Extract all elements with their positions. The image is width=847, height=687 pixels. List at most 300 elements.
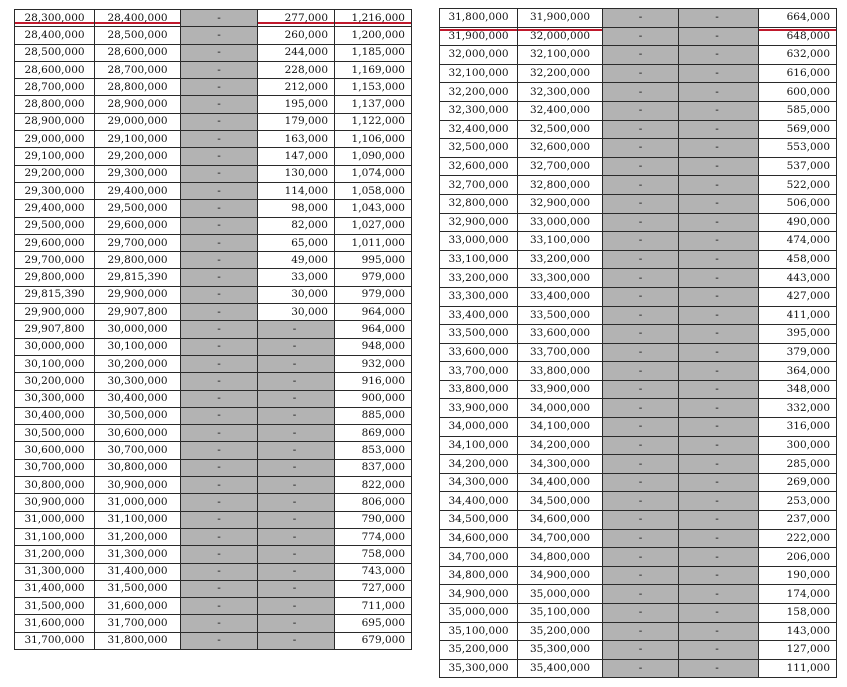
table-cell: -: [679, 585, 759, 604]
table-cell: -: [258, 425, 335, 442]
table-cell: 30,100,000: [15, 355, 95, 372]
table-cell: 34,300,000: [440, 473, 518, 492]
table-cell: 32,400,000: [440, 120, 518, 139]
table-cell: -: [258, 580, 335, 597]
table-cell: 885,000: [335, 407, 412, 424]
table-cell: -: [603, 269, 679, 288]
table-cell: 33,900,000: [518, 380, 603, 399]
table-cell: 30,800,000: [15, 477, 95, 494]
table-cell: -: [603, 455, 679, 474]
table-cell: 29,800,000: [95, 252, 181, 269]
table-cell: 34,100,000: [440, 436, 518, 455]
table-cell: 260,000: [258, 27, 335, 44]
table-row: [440, 269, 837, 288]
table-row: [440, 27, 837, 46]
table-cell: 32,100,000: [518, 46, 603, 65]
table-cell: 33,300,000: [518, 269, 603, 288]
table-cell: -: [258, 494, 335, 511]
table-row: [440, 232, 837, 251]
table-cell: -: [181, 563, 258, 580]
table-cell: 33,200,000: [440, 269, 518, 288]
table-row: [15, 459, 412, 476]
table-row: [15, 200, 412, 217]
table-cell: 1,200,000: [335, 27, 412, 44]
table-cell: 32,900,000: [518, 194, 603, 213]
table-row: [440, 213, 837, 232]
table-cell: -: [603, 473, 679, 492]
table-cell: 237,000: [759, 511, 837, 530]
table-cell: 130,000: [258, 165, 335, 182]
table-cell: 29,900,000: [15, 304, 95, 321]
table-cell: 33,200,000: [518, 250, 603, 269]
table-cell: -: [181, 286, 258, 303]
table-row: [440, 566, 837, 585]
table-cell: 28,700,000: [95, 61, 181, 78]
table-cell: 29,300,000: [15, 182, 95, 199]
table-row: [15, 234, 412, 251]
table-cell: 979,000: [335, 269, 412, 286]
table-cell: 28,300,000: [15, 10, 95, 27]
table-cell: 853,000: [335, 442, 412, 459]
table-cell: -: [258, 632, 335, 649]
table-cell: 1,216,000: [335, 10, 412, 27]
table-row: [440, 492, 837, 511]
table-cell: 31,300,000: [95, 546, 181, 563]
table-row: [15, 338, 412, 355]
table-cell: 33,000: [258, 269, 335, 286]
table-cell: 28,600,000: [15, 61, 95, 78]
table-cell: 348,000: [759, 380, 837, 399]
table-cell: 158,000: [759, 604, 837, 623]
table-cell: -: [181, 615, 258, 632]
table-cell: 34,800,000: [440, 566, 518, 585]
table-cell: 34,600,000: [518, 511, 603, 530]
table-cell: -: [181, 252, 258, 269]
table-cell: 35,100,000: [440, 622, 518, 641]
table-cell: 31,600,000: [95, 598, 181, 615]
table-row: [440, 622, 837, 641]
table-cell: 33,600,000: [518, 325, 603, 344]
table-row: [15, 511, 412, 528]
table-row: [15, 79, 412, 96]
table-cell: 29,700,000: [95, 234, 181, 251]
table-row: [15, 148, 412, 165]
table-cell: 34,400,000: [518, 473, 603, 492]
table-cell: 33,500,000: [518, 306, 603, 325]
table-cell: 31,200,000: [15, 546, 95, 563]
table-cell: 34,600,000: [440, 529, 518, 548]
table-cell: 34,300,000: [518, 455, 603, 474]
table-cell: 111,000: [759, 659, 837, 678]
table-cell: -: [603, 604, 679, 623]
table-cell: -: [679, 120, 759, 139]
table-cell: 506,000: [759, 194, 837, 213]
table-cell: -: [603, 529, 679, 548]
table-cell: 30,600,000: [15, 442, 95, 459]
table-cell: -: [603, 46, 679, 65]
table-cell: 569,000: [759, 120, 837, 139]
table-cell: -: [679, 641, 759, 660]
table-row: [15, 632, 412, 649]
table-cell: 114,000: [258, 182, 335, 199]
table-cell: 411,000: [759, 306, 837, 325]
table-row: [15, 580, 412, 597]
table-row: [440, 9, 837, 28]
table-cell: 33,500,000: [440, 325, 518, 344]
table-cell: -: [258, 373, 335, 390]
table-cell: -: [258, 528, 335, 545]
table-row: [440, 83, 837, 102]
table-cell: 28,500,000: [15, 44, 95, 61]
table-cell: 916,000: [335, 373, 412, 390]
table-cell: -: [679, 418, 759, 437]
table-cell: -: [258, 598, 335, 615]
table-cell: 29,000,000: [15, 131, 95, 148]
table-cell: -: [679, 232, 759, 251]
table-cell: 30,000,000: [15, 338, 95, 355]
table-cell: 28,500,000: [95, 27, 181, 44]
table-cell: -: [603, 9, 679, 28]
table-cell: 32,900,000: [440, 213, 518, 232]
table-cell: 395,000: [759, 325, 837, 344]
table-row: [440, 250, 837, 269]
table-cell: 30,600,000: [95, 425, 181, 442]
table-cell: 316,000: [759, 418, 837, 437]
table-cell: 648,000: [759, 27, 837, 46]
left-table: [14, 9, 412, 650]
table-cell: -: [603, 176, 679, 195]
table-cell: 30,000: [258, 286, 335, 303]
table-cell: -: [258, 321, 335, 338]
table-cell: -: [258, 338, 335, 355]
table-cell: 34,200,000: [440, 455, 518, 474]
table-cell: -: [258, 407, 335, 424]
table-cell: -: [603, 622, 679, 641]
table-cell: -: [258, 615, 335, 632]
table-cell: 31,600,000: [15, 615, 95, 632]
table-cell: 32,100,000: [440, 64, 518, 83]
table-cell: -: [603, 250, 679, 269]
table-cell: 33,400,000: [440, 306, 518, 325]
table-cell: -: [679, 194, 759, 213]
table-cell: -: [181, 390, 258, 407]
table-cell: 31,100,000: [15, 528, 95, 545]
table-row: [440, 343, 837, 362]
table-cell: -: [258, 442, 335, 459]
table-cell: -: [679, 306, 759, 325]
table-cell: -: [181, 304, 258, 321]
table-cell: -: [603, 306, 679, 325]
table-cell: 30,700,000: [95, 442, 181, 459]
table-cell: 33,100,000: [440, 250, 518, 269]
table-cell: 269,000: [759, 473, 837, 492]
table-cell: -: [181, 96, 258, 113]
table-cell: 30,400,000: [15, 407, 95, 424]
table-cell: 147,000: [258, 148, 335, 165]
table-cell: 33,800,000: [518, 362, 603, 381]
table-cell: 30,300,000: [95, 373, 181, 390]
table-row: [440, 418, 837, 437]
table-cell: 1,169,000: [335, 61, 412, 78]
table-cell: 33,400,000: [518, 287, 603, 306]
table-cell: 30,900,000: [95, 477, 181, 494]
table-cell: 28,900,000: [15, 113, 95, 130]
table-cell: 774,000: [335, 528, 412, 545]
table-cell: 31,400,000: [95, 563, 181, 580]
table-cell: 300,000: [759, 436, 837, 455]
table-cell: -: [181, 165, 258, 182]
table-row: [15, 407, 412, 424]
table-cell: 33,600,000: [440, 343, 518, 362]
table-cell: -: [603, 325, 679, 344]
table-cell: -: [679, 27, 759, 46]
table-cell: 29,300,000: [95, 165, 181, 182]
table-cell: 29,600,000: [95, 217, 181, 234]
table-cell: 30,500,000: [95, 407, 181, 424]
table-row: [15, 546, 412, 563]
table-cell: 29,900,000: [95, 286, 181, 303]
table-cell: 65,000: [258, 234, 335, 251]
table-cell: 34,900,000: [440, 585, 518, 604]
table-cell: 228,000: [258, 61, 335, 78]
table-cell: 127,000: [759, 641, 837, 660]
table-cell: 35,000,000: [440, 604, 518, 623]
table-cell: 31,700,000: [95, 615, 181, 632]
table-cell: -: [679, 399, 759, 418]
table-cell: -: [603, 399, 679, 418]
table-cell: 32,000,000: [518, 27, 603, 46]
table-cell: 31,500,000: [95, 580, 181, 597]
table-cell: 212,000: [258, 79, 335, 96]
table-row: [440, 306, 837, 325]
table-cell: 30,500,000: [15, 425, 95, 442]
table-cell: -: [181, 494, 258, 511]
table-row: [15, 615, 412, 632]
table-cell: 222,000: [759, 529, 837, 548]
table-cell: 277,000: [258, 10, 335, 27]
table-cell: 30,300,000: [15, 390, 95, 407]
table-cell: -: [181, 459, 258, 476]
table-cell: 28,400,000: [15, 27, 95, 44]
table-cell: 33,100,000: [518, 232, 603, 251]
table-row: [440, 399, 837, 418]
table-cell: -: [679, 101, 759, 120]
table-cell: -: [603, 213, 679, 232]
table-cell: 28,800,000: [15, 96, 95, 113]
table-cell: -: [603, 232, 679, 251]
table-cell: 32,800,000: [518, 176, 603, 195]
table-cell: 35,000,000: [518, 585, 603, 604]
table-cell: 32,700,000: [440, 176, 518, 195]
table-cell: 31,000,000: [95, 494, 181, 511]
table-cell: 30,100,000: [95, 338, 181, 355]
table-cell: 1,137,000: [335, 96, 412, 113]
table-cell: 29,907,800: [15, 321, 95, 338]
table-cell: 727,000: [335, 580, 412, 597]
table-cell: 32,500,000: [518, 120, 603, 139]
table-cell: -: [679, 492, 759, 511]
table-cell: 474,000: [759, 232, 837, 251]
table-cell: -: [603, 585, 679, 604]
table-cell: 869,000: [335, 425, 412, 442]
right-table: [439, 8, 837, 678]
table-cell: 34,700,000: [440, 548, 518, 567]
table-row: [15, 528, 412, 545]
table-cell: 30,800,000: [95, 459, 181, 476]
table-cell: 33,300,000: [440, 287, 518, 306]
table-cell: 34,700,000: [518, 529, 603, 548]
table-row: [15, 96, 412, 113]
table-cell: 30,200,000: [95, 355, 181, 372]
table-cell: 35,300,000: [440, 659, 518, 678]
table-cell: 34,500,000: [440, 511, 518, 530]
table-cell: -: [258, 563, 335, 580]
table-cell: -: [679, 529, 759, 548]
table-cell: 179,000: [258, 113, 335, 130]
table-cell: 664,000: [759, 9, 837, 28]
table-row: [440, 455, 837, 474]
table-cell: -: [181, 546, 258, 563]
table-cell: 31,900,000: [440, 27, 518, 46]
table-cell: 35,400,000: [518, 659, 603, 678]
table-cell: -: [679, 46, 759, 65]
table-cell: -: [181, 79, 258, 96]
table-cell: -: [181, 632, 258, 649]
table-cell: -: [181, 200, 258, 217]
table-row: [440, 641, 837, 660]
table-row: [15, 269, 412, 286]
table-cell: 30,000,000: [95, 321, 181, 338]
table-cell: -: [603, 566, 679, 585]
table-cell: -: [181, 442, 258, 459]
table-row: [440, 46, 837, 65]
table-row: [15, 355, 412, 372]
table-cell: 244,000: [258, 44, 335, 61]
table-cell: 31,800,000: [95, 632, 181, 649]
table-cell: -: [181, 61, 258, 78]
table-row: [440, 325, 837, 344]
table-cell: -: [679, 176, 759, 195]
table-row: [440, 176, 837, 195]
table-cell: 31,300,000: [15, 563, 95, 580]
table-cell: 30,000: [258, 304, 335, 321]
table-cell: 332,000: [759, 399, 837, 418]
table-cell: 1,043,000: [335, 200, 412, 217]
table-cell: 443,000: [759, 269, 837, 288]
table-row: [15, 494, 412, 511]
table-cell: 29,400,000: [95, 182, 181, 199]
table-cell: -: [181, 528, 258, 545]
table-cell: 206,000: [759, 548, 837, 567]
table-cell: 553,000: [759, 139, 837, 158]
table-cell: 695,000: [335, 615, 412, 632]
table-row: [440, 194, 837, 213]
table-cell: -: [679, 325, 759, 344]
table-row: [440, 120, 837, 139]
table-cell: 35,300,000: [518, 641, 603, 660]
table-cell: -: [679, 473, 759, 492]
table-cell: -: [679, 622, 759, 641]
table-cell: -: [181, 182, 258, 199]
table-cell: -: [603, 120, 679, 139]
table-cell: 30,700,000: [15, 459, 95, 476]
table-row: [15, 27, 412, 44]
table-cell: 1,027,000: [335, 217, 412, 234]
table-cell: 32,500,000: [440, 139, 518, 158]
table-cell: 31,800,000: [440, 9, 518, 28]
table-cell: -: [603, 287, 679, 306]
table-cell: 30,900,000: [15, 494, 95, 511]
table-cell: -: [679, 548, 759, 567]
table-cell: -: [181, 580, 258, 597]
table-cell: 32,300,000: [518, 83, 603, 102]
table-cell: 979,000: [335, 286, 412, 303]
table-row: [440, 139, 837, 158]
table-cell: -: [603, 27, 679, 46]
table-cell: 33,000,000: [518, 213, 603, 232]
table-cell: 1,058,000: [335, 182, 412, 199]
table-row: [15, 425, 412, 442]
table-cell: -: [679, 362, 759, 381]
table-cell: 163,000: [258, 131, 335, 148]
table-cell: -: [679, 269, 759, 288]
table-row: [15, 286, 412, 303]
table-cell: 632,000: [759, 46, 837, 65]
table-row: [15, 10, 412, 27]
table-row: [15, 477, 412, 494]
table-cell: 98,000: [258, 200, 335, 217]
table-cell: -: [181, 425, 258, 442]
table-cell: -: [258, 459, 335, 476]
table-cell: -: [181, 598, 258, 615]
table-cell: -: [181, 217, 258, 234]
table-cell: 31,100,000: [95, 511, 181, 528]
table-cell: 837,000: [335, 459, 412, 476]
table-cell: -: [181, 148, 258, 165]
table-cell: -: [603, 139, 679, 158]
table-cell: 29,200,000: [15, 165, 95, 182]
table-cell: 28,900,000: [95, 96, 181, 113]
table-row: [15, 563, 412, 580]
table-cell: 29,700,000: [15, 252, 95, 269]
table-cell: -: [603, 101, 679, 120]
table-row: [15, 321, 412, 338]
table-row: [15, 442, 412, 459]
table-cell: 900,000: [335, 390, 412, 407]
table-cell: -: [679, 511, 759, 530]
table-cell: 34,200,000: [518, 436, 603, 455]
table-cell: -: [603, 380, 679, 399]
table-cell: 822,000: [335, 477, 412, 494]
table-row: [440, 287, 837, 306]
table-cell: 195,000: [258, 96, 335, 113]
table-cell: 32,000,000: [440, 46, 518, 65]
table-cell: -: [603, 492, 679, 511]
table-cell: -: [258, 511, 335, 528]
table-cell: 964,000: [335, 304, 412, 321]
table-cell: 285,000: [759, 455, 837, 474]
table-cell: -: [679, 566, 759, 585]
table-cell: -: [679, 455, 759, 474]
table-cell: 30,200,000: [15, 373, 95, 390]
table-cell: 1,185,000: [335, 44, 412, 61]
table-cell: 1,122,000: [335, 113, 412, 130]
table-cell: -: [603, 362, 679, 381]
table-row: [440, 362, 837, 381]
table-row: [440, 548, 837, 567]
table-cell: -: [181, 355, 258, 372]
table-row: [15, 598, 412, 615]
